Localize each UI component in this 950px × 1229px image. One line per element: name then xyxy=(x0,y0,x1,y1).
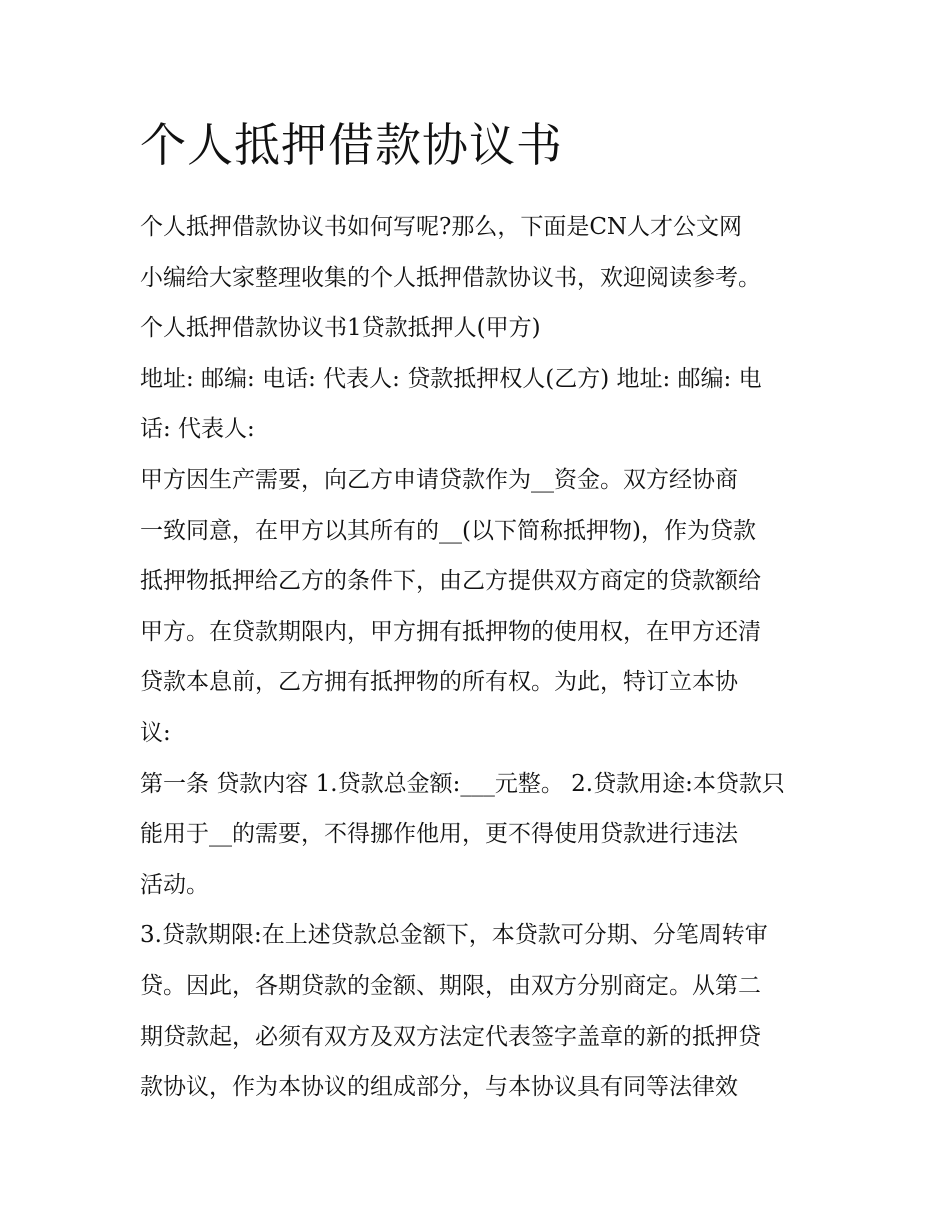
text-line: 抵押物抵押给乙方的条件下，由乙方提供双方商定的贷款额给 xyxy=(140,568,761,595)
text-line: 贷款本息前，乙方拥有抵押物的所有权。为此，特订立本协 xyxy=(140,669,738,696)
paragraph-loan-term xyxy=(140,910,820,1112)
text-line: 第一条 贷款内容 1.贷款总金额:___元整。 2.贷款用途:本贷款只 xyxy=(140,770,785,797)
paragraph-heading-party-a xyxy=(140,303,820,354)
text-line: 甲方。在贷款期限内，甲方拥有抵押物的使用权，在甲方还清 xyxy=(140,618,761,645)
text-line: 地址: 邮编: 电话: 代表人: 贷款抵押权人(乙方) 地址: 邮编: 电 xyxy=(140,365,762,392)
paragraph-intro xyxy=(140,202,820,303)
text-line: 活动。 xyxy=(140,871,209,898)
document-page xyxy=(140,110,820,1113)
text-line: 话: 代表人: xyxy=(140,416,255,443)
text-line: 3.贷款期限:在上述贷款总金额下，本贷款可分期、分笔周转审 xyxy=(140,922,768,949)
paragraph-article-1 xyxy=(140,759,820,911)
text-line: 议: xyxy=(140,719,171,746)
text-line: 期贷款起，必须有双方及双方法定代表签字盖章的新的抵押贷 xyxy=(140,1023,761,1050)
document-title: 个人抵押借款协议书 xyxy=(140,118,563,172)
paragraph-preamble xyxy=(140,455,820,759)
paragraph-party-info xyxy=(140,354,820,455)
text-line: 甲方因生产需要，向乙方申请贷款作为__资金。双方经协商 xyxy=(140,466,738,493)
text-line: 能用于__的需要，不得挪作他用，更不得使用贷款进行违法 xyxy=(140,821,738,848)
text-line: 一致同意，在甲方以其所有的__(以下简称抵押物)，作为贷款 xyxy=(140,517,756,544)
text-line: 个人抵押借款协议书1贷款抵押人(甲方) xyxy=(140,315,541,342)
text-line: 小编给大家整理收集的个人抵押借款协议书，欢迎阅读参考。 xyxy=(140,264,761,291)
text-line: 个人抵押借款协议书如何写呢?那么，下面是CN人才公文网 xyxy=(140,214,743,240)
text-line: 款协议，作为本协议的组成部分，与本协议具有同等法律效 xyxy=(140,1074,738,1101)
text-line: 贷。因此，各期贷款的金额、期限，由双方分别商定。从第二 xyxy=(140,972,761,999)
